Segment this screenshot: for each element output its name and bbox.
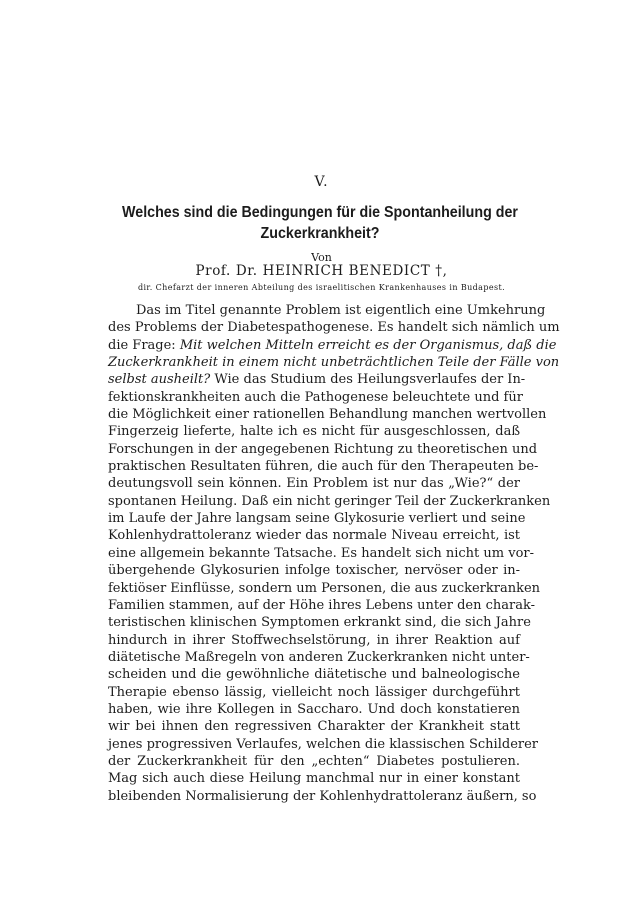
text-line: übergehende Glykosurien infolge toxischer, nervöser oder in- [108, 563, 520, 579]
text-line: Forschungen in der angegebenen Richtung zu theoretischen und [108, 441, 538, 457]
title-line-2: Zuckerkrankheit? [260, 225, 380, 242]
text-line: Das im Titel genannte Problem ist eigentlich eine Umkehrung [136, 303, 546, 318]
text-line: jenes progressiven Verlaufes, welchen die klassischen Schilderer [108, 736, 539, 752]
text-line: Familien stammen, auf der Höhe ihres Lebens unter den charak- [108, 597, 536, 613]
text-line: Fingerzeig lieferte, halte ich es nicht für ausgeschlossen, daß [108, 424, 520, 440]
italic-question: Mit welchen Mitteln erreicht es der Organismus, daß die [179, 337, 557, 353]
text-line: wir bei ihnen den regressiven Charakter der Krankheit statt [108, 719, 520, 735]
text-line: fektiöser Einflüsse, sondern um Personen, die aus zuckerkranken [108, 580, 541, 596]
text-line: haben, wie ihre Kollegen in Saccharo. Und doch konstatieren [108, 701, 520, 717]
text-line: die Möglichkeit einer rationellen Behandlung manchen wertvollen [108, 407, 547, 423]
chapter-number: V. [314, 174, 329, 190]
text-line: teristischen klinischen Symptomen erkrankt sind, die sich Jahre [108, 615, 531, 631]
body-paragraph [108, 302, 560, 805]
article-title [118, 202, 523, 244]
text-segment: Wie das Studium des Heilungsverlaufes der In- [214, 372, 526, 388]
text-line: spontanen Heilung. Daß ein nicht geringer Teil der Zuckerkranken [108, 493, 551, 509]
text-line: Therapie ebenso lässig, vielleicht noch lässiger durchgeführt [108, 684, 520, 700]
text-line: deutungsvoll sein können. Ein Problem ist nur das „Wie?“ der [108, 476, 520, 492]
text-line: praktischen Resultaten führen, die auch für den Therapeuten be- [108, 459, 539, 475]
byline: Von [311, 251, 332, 264]
author-affiliation: dir. Chefarzt der inneren Abteilung des israelitischen Krankenhauses in Budapest. [137, 283, 506, 292]
text-line: der Zuckerkrankheit für den „echten“ Diabetes postulieren. [108, 753, 520, 769]
title-line-1: Welches sind die Bedingungen für die Spontanheilung der [122, 204, 518, 221]
text-line: hindurch in ihrer Stoffwechselstörung, in ihrer Reaktion auf [108, 632, 520, 648]
text-segment: die Frage: [108, 337, 176, 353]
text-line: eine allgemein bekannte Tatsache. Es handelt sich nicht um vor- [108, 545, 535, 561]
text-line: Kohlenhydrattoleranz wieder das normale Niveau erreicht, ist [108, 528, 520, 544]
text-line: Mag sich auch diese Heilung manchmal nur in einer konstant [108, 771, 520, 787]
text-line: Zuckerkrankheit in einem nicht unbeträchtlichen Teile der Fälle von [108, 355, 560, 371]
text-line: bleibenden Normalisierung der Kohlenhydrattoleranz äußern, so [108, 788, 537, 804]
text-line: scheiden und die gewöhnliche diätetische und balneologische [108, 667, 520, 683]
text-line [108, 371, 526, 388]
text-line: im Laufe der Jahre langsam seine Glykosurie verliert und seine [108, 511, 526, 527]
text-line [108, 337, 557, 354]
text-line: fektionskrankheiten auch die Pathogenese beleuchtete und für [108, 389, 523, 405]
text-line: diätetische Maßregeln von anderen Zuckerkranken nicht unter- [108, 649, 530, 665]
author-name: Prof. Dr. HEINRICH BENEDICT †, [195, 263, 448, 279]
italic-question-end: selbst ausheilt? [108, 372, 211, 388]
text-line: des Problems der Diabetespathogenese. Es handelt sich nämlich um [108, 320, 560, 336]
